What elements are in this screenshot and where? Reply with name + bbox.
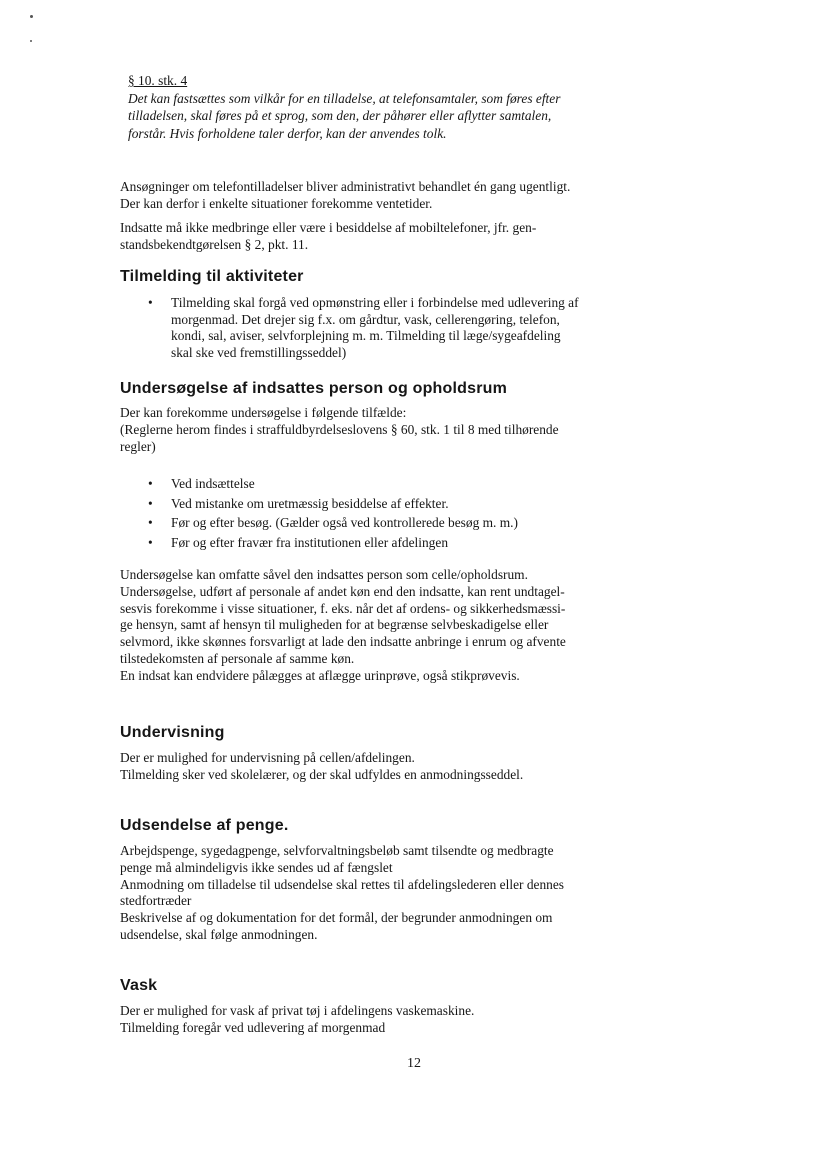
section-reference: § 10. stk. 4	[128, 73, 188, 88]
text-line: Ved mistanke om uretmæssig besiddelse af effekter.	[171, 495, 449, 511]
text-line: stedfortræder	[120, 893, 192, 909]
quote-line: Det kan fastsættes som vilkår for en tilladelse, at telefonsamtaler, som føres efter	[128, 90, 561, 106]
scan-speck	[30, 15, 33, 18]
heading-undersoegelse: Undersøgelse af indsattes person og opholdsrum	[120, 380, 508, 397]
undervisning-paragraph	[120, 750, 646, 784]
text-line: selvmord, ikke skønnes forsvarligt at lade den indsatte anbringe i enrum og afvente	[120, 634, 566, 650]
heading-udsendelse: Udsendelse af penge.	[120, 817, 289, 834]
text-line: Undersøgelse, udført af personale af andet køn end den indsatte, kan rent undtagel-	[120, 583, 565, 599]
text-line: Tilmelding skal forgå ved opmønstring eller i forbindelse med udlevering af	[171, 295, 579, 310]
text-line: Anmodning om tilladelse til udsendelse skal rettes til afdelingslederen eller dennes	[120, 876, 565, 892]
list-item	[148, 496, 646, 513]
undersoegelse-intro	[120, 405, 646, 455]
list-item	[148, 535, 646, 552]
heading-tilmelding: Tilmelding til aktiviteter	[120, 268, 304, 285]
text-line: Ved indsættelse	[171, 476, 255, 491]
text-line: Før og efter fravær fra institutionen eller afdelingen	[171, 534, 449, 550]
text-line: (Reglerne herom findes i straffuldbyrdelseslovens § 60, stk. 1 til 8 med tilhørende	[120, 421, 559, 437]
heading-vask: Vask	[120, 977, 158, 994]
text-line: Der er mulighed for undervisning på cellen/afdelingen.	[120, 750, 415, 765]
bullet-icon: •	[148, 534, 153, 550]
undersoegelse-list	[148, 476, 646, 554]
text-line: penge må almindeligvis ikke sendes ud af fængslet	[120, 859, 393, 875]
text-line: Beskrivelse af og dokumentation for det formål, der begrunder anmodningen om	[120, 910, 553, 926]
text-line: tilstedekomsten af personale af samme køn.	[120, 650, 355, 666]
bullet-icon: •	[148, 515, 153, 531]
text-line: kondi, sal, aviser, selvforplejning m. m. Tilmelding til læge/sygeafdeling	[171, 328, 561, 344]
text-line: sesvis forekomme i visse situationer, f. eks. når det af ordens- og sikkerhedsmæssi-	[120, 600, 566, 616]
text-line: Undersøgelse kan omfatte såvel den indsattes person som celle/opholdsrum.	[120, 567, 528, 582]
list-item	[148, 295, 646, 361]
bullet-icon: •	[148, 295, 153, 310]
text-line: Tilmelding sker ved skolelærer, og der skal udfyldes en anmodningsseddel.	[120, 766, 524, 782]
list-item	[148, 515, 646, 532]
bullet-icon: •	[148, 495, 153, 511]
bullet-icon: •	[148, 476, 153, 491]
text-line: En indsat kan endvidere pålægges at aflægge urinprøve, også stikprøvevis.	[120, 667, 520, 683]
text-line: udsendelse, skal følge anmodningen.	[120, 926, 318, 942]
mobile-paragraph	[120, 220, 646, 254]
vask-paragraph	[120, 1003, 646, 1037]
text-line: Tilmelding foregår ved udlevering af morgenmad	[120, 1019, 386, 1035]
quote-line: forstår. Hvis forholdene taler derfor, kan der anvendes tolk.	[128, 125, 447, 141]
tilmelding-list	[148, 295, 646, 361]
text-line: Der kan derfor i enkelte situationer forekomme ventetider.	[120, 195, 433, 211]
text-line: Arbejdspenge, sygedagpenge, selvforvaltningsbeløb samt tilsendte og medbragte	[120, 843, 554, 858]
text-line: Der er mulighed for vask af privat tøj i afdelingens vaskemaskine.	[120, 1003, 475, 1018]
telephone-paragraph	[120, 179, 646, 213]
heading-undervisning: Undervisning	[120, 724, 225, 741]
legal-quote	[128, 72, 628, 142]
text-line: standsbekendtgørelsen § 2, pkt. 11.	[120, 236, 309, 252]
text-line: Ansøgninger om telefontilladelser bliver administrativt behandlet én gang ugentligt.	[120, 179, 571, 194]
undersoegelse-body	[120, 567, 646, 685]
text-line: Indsatte må ikke medbringe eller være i besiddelse af mobiltelefoner, jfr. gen-	[120, 220, 537, 235]
text-line: Før og efter besøg. (Gælder også ved kontrollerede besøg m. m.)	[171, 515, 518, 531]
scan-speck	[30, 40, 32, 42]
text-line: ge hensyn, samt af hensyn til muligheden for at begrænse selvbeskadigelse eller	[120, 617, 549, 633]
text-line: morgenmad. Det drejer sig f.x. om gårdtur, vask, cellerengøring, telefon,	[171, 311, 560, 327]
list-item	[148, 476, 646, 493]
text-line: skal ske ved fremstillingsseddel)	[171, 344, 347, 360]
text-line: regler)	[120, 438, 156, 454]
page-number: 12	[407, 1056, 421, 1071]
quote-line: tilladelsen, skal føres på et sprog, som den, der påhører eller aflytter samtalen,	[128, 108, 552, 123]
udsendelse-paragraph	[120, 843, 646, 944]
text-line: Der kan forekomme undersøgelse i følgende tilfælde:	[120, 405, 407, 420]
